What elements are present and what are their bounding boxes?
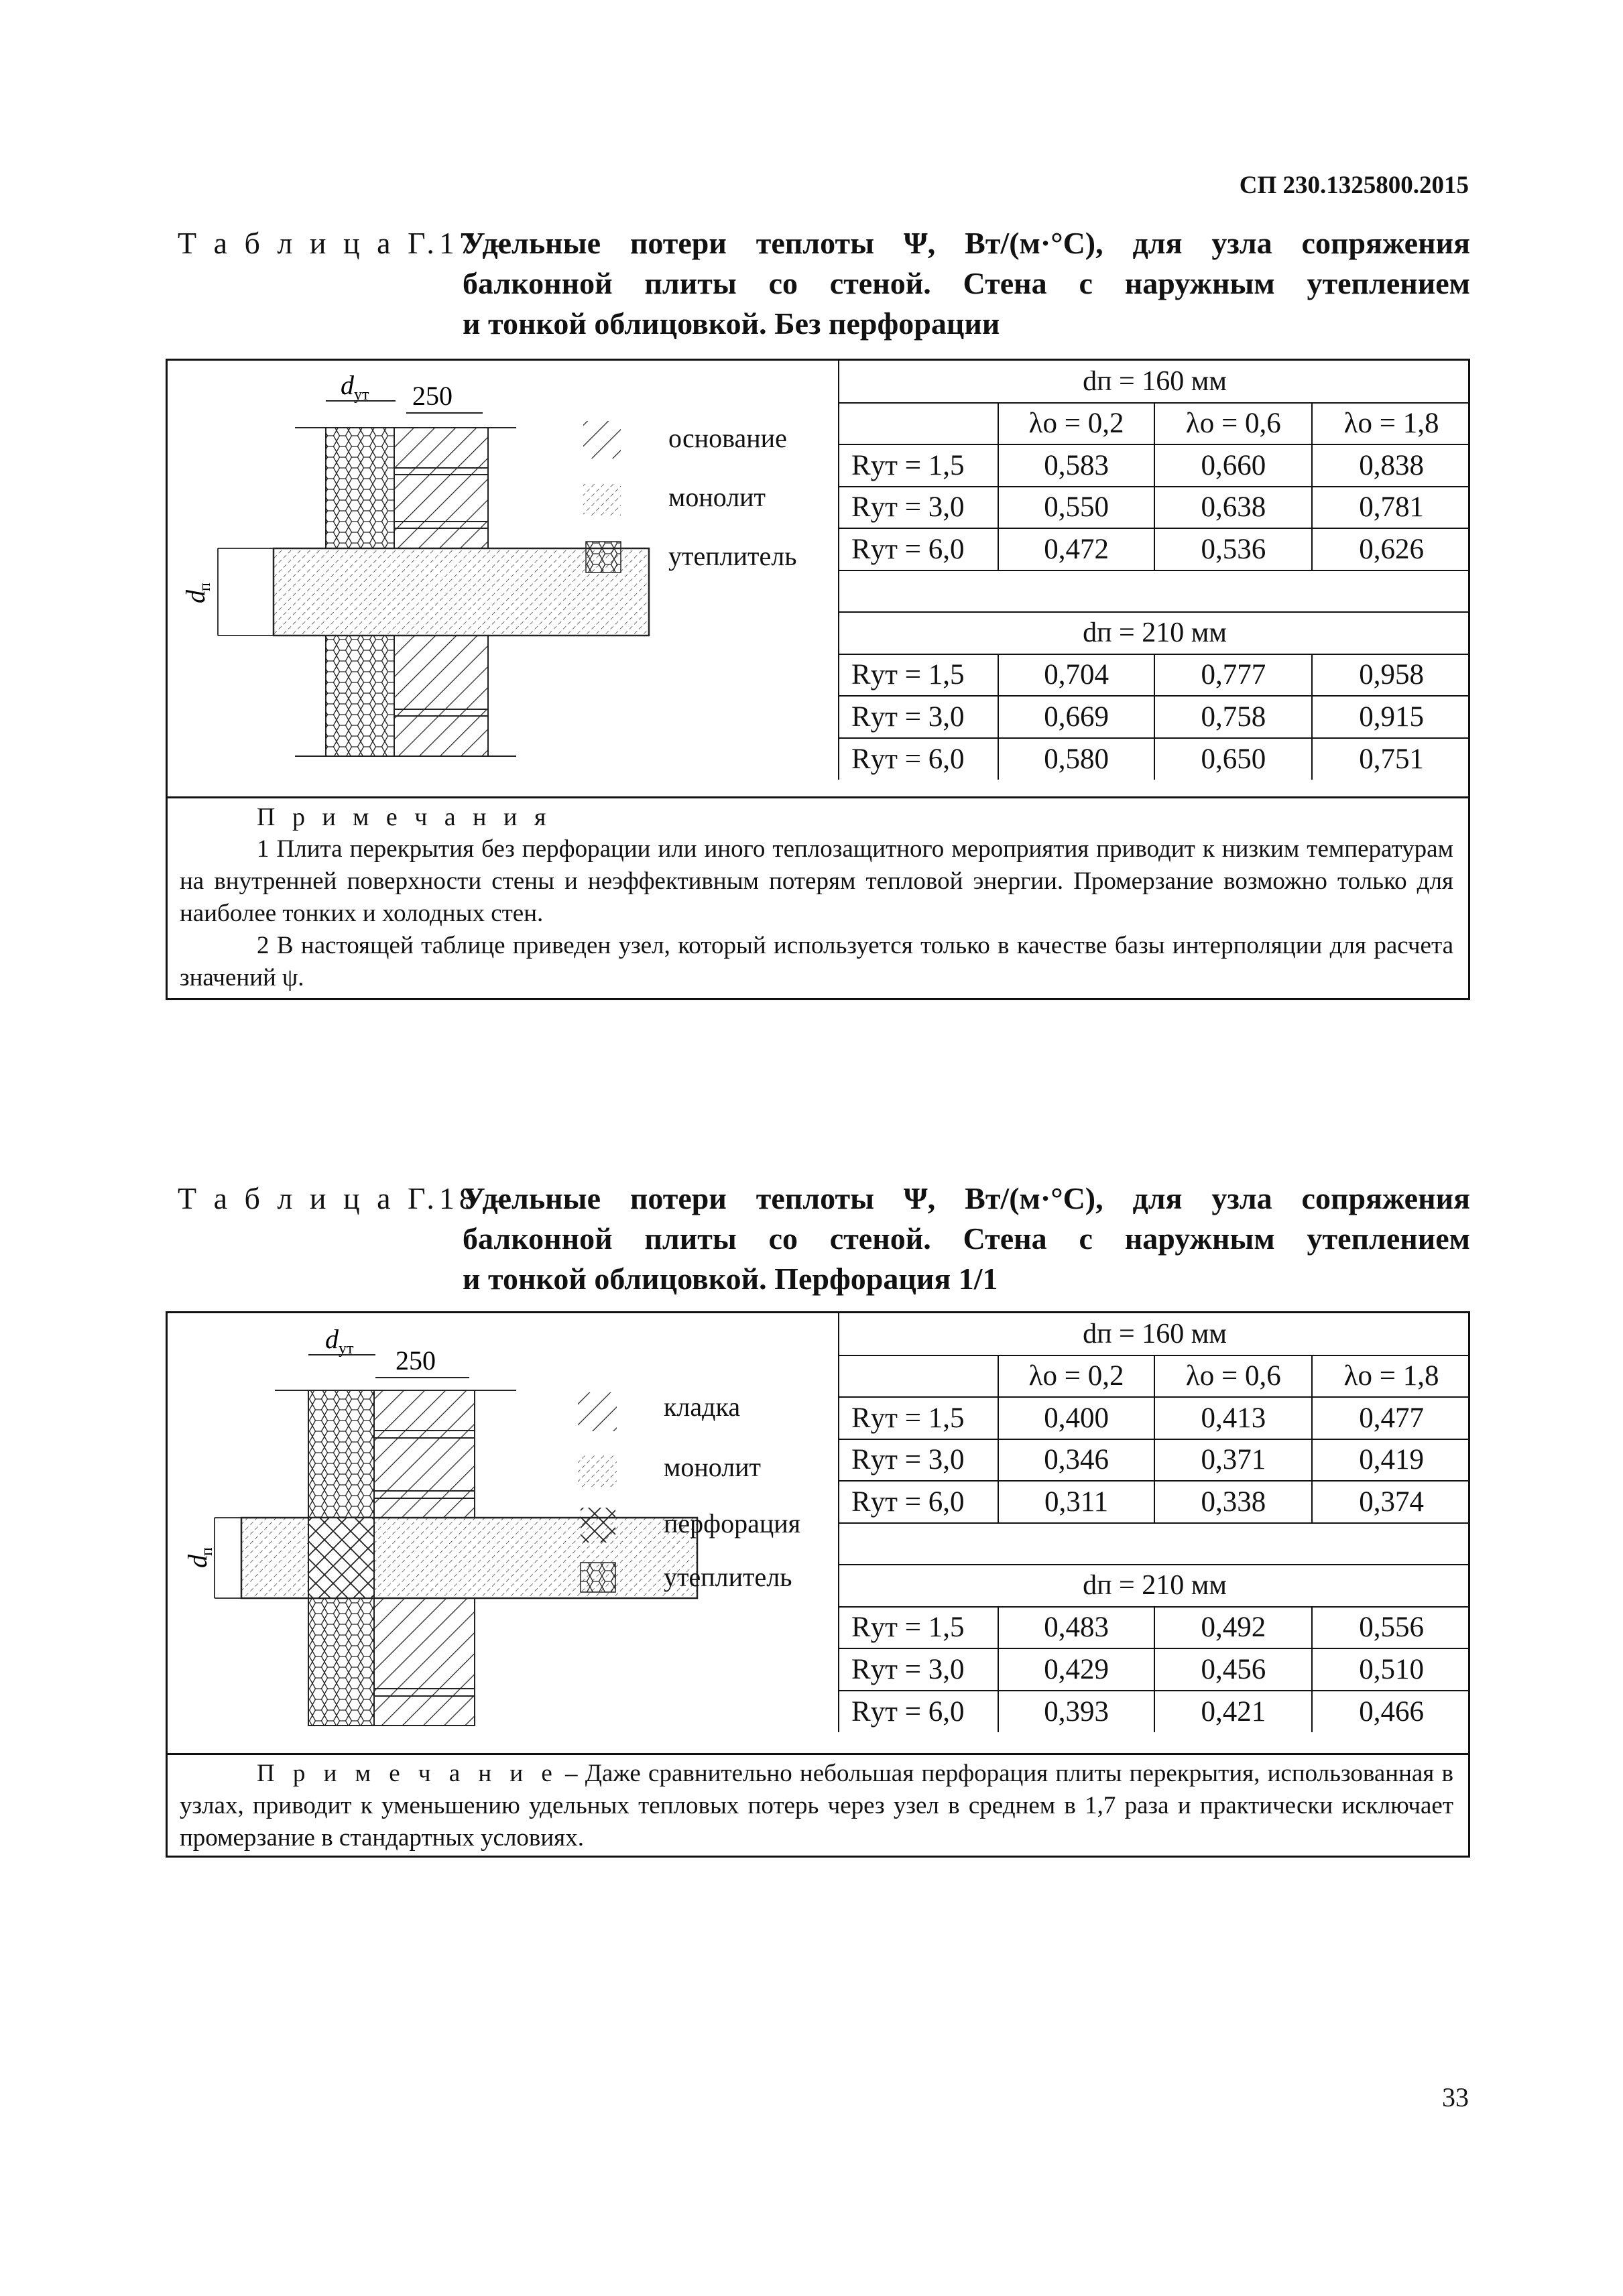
col-header: λо = 1,8 — [1312, 1355, 1470, 1398]
row-label: Rут = 6,0 — [839, 738, 998, 780]
legend-swatch-monolith — [578, 1454, 617, 1488]
legend-swatch-insulation — [581, 1563, 615, 1592]
table-cell: 0,338 — [1154, 1481, 1312, 1523]
legend-swatch-insulation — [586, 542, 621, 572]
insulation-upper — [308, 1390, 374, 1518]
dim-dp-subscript: п — [196, 583, 214, 591]
table-cell: 0,492 — [1154, 1607, 1312, 1649]
table-row — [839, 570, 1470, 613]
row-label: Rут = 3,0 — [839, 1648, 998, 1691]
col-header: λо = 0,2 — [998, 1355, 1155, 1398]
table-row — [839, 1439, 1470, 1482]
table-row — [839, 403, 1470, 445]
empty-corner-cell — [839, 1355, 998, 1398]
empty-corner-cell — [839, 403, 998, 445]
document-code: СП 230.1325800.2015 — [1239, 172, 1469, 199]
table-cell: 0,421 — [1154, 1691, 1312, 1733]
table-row — [839, 1523, 1470, 1565]
row-label: Rут = 1,5 — [839, 654, 998, 697]
row-label: Rут = 6,0 — [839, 528, 998, 570]
table-cell: 0,510 — [1312, 1648, 1470, 1691]
table-row — [839, 1691, 1470, 1733]
table17-data — [838, 361, 1470, 780]
table-cell: 0,660 — [1154, 444, 1312, 487]
table-cell: 0,419 — [1312, 1439, 1470, 1482]
table-cell: 0,626 — [1312, 528, 1470, 570]
table-cell: 0,536 — [1154, 528, 1312, 570]
table-row — [839, 1355, 1470, 1398]
table-cell: 0,429 — [998, 1648, 1155, 1691]
row-label: Rут = 3,0 — [839, 1439, 998, 1482]
group-header-160: dп = 160 мм — [839, 361, 1470, 403]
table18-title — [463, 1179, 1470, 1299]
table-row — [839, 696, 1470, 738]
table-cell: 0,374 — [1312, 1481, 1470, 1523]
table17-frame — [166, 359, 1470, 1000]
table-cell: 0,751 — [1312, 738, 1470, 780]
note-1: 1 Плита перекрытия без перфорации или иного теплозащитного мероприятия приводит к низким температурам на внутренней поверхности стены и неэффективным потерям тепловой энергии. Промерзание возможно только для наиболее тонких и холодных стен. — [180, 835, 1453, 927]
table-row — [839, 1565, 1470, 1607]
group-header-160: dп = 160 мм — [839, 1313, 1470, 1355]
table18-frame — [166, 1311, 1470, 1858]
row-label: Rут = 3,0 — [839, 696, 998, 738]
table-row — [839, 361, 1470, 403]
table18-title-line: Удельные потери теплоты Ψ, Вт/(м·°С), для узла сопряжения — [463, 1181, 1470, 1215]
table17-title-line: и тонкой облицовкой. Без перфорации — [463, 306, 1000, 341]
table-cell: 0,393 — [998, 1691, 1155, 1733]
table-cell: 0,781 — [1312, 487, 1470, 529]
insulation-lower — [326, 636, 394, 756]
table17-label: Т а б л и ц а Г.17 – — [178, 226, 512, 260]
table18-data — [838, 1313, 1470, 1732]
col-header: λо = 0,2 — [998, 403, 1155, 445]
legend-label-monolith: монолит — [664, 1452, 762, 1482]
table-cell: 0,915 — [1312, 696, 1470, 738]
legend-swatch-perforation — [581, 1508, 615, 1543]
legend-swatch-base — [583, 421, 621, 459]
table-cell: 0,556 — [1312, 1607, 1470, 1649]
group-header-210: dп = 210 мм — [839, 612, 1470, 654]
base-wall-upper — [394, 428, 488, 548]
spacer-row — [839, 570, 1470, 613]
table-cell: 0,650 — [1154, 738, 1312, 780]
spacer-row — [839, 1523, 1470, 1565]
legend-label-perforation: перфорация — [664, 1508, 801, 1538]
table-row — [839, 654, 1470, 697]
table17-title-line: Удельные потери теплоты Ψ, Вт/(м·°С), для узла сопряжения — [463, 226, 1470, 260]
row-label: Rут = 3,0 — [839, 487, 998, 529]
table17-caption — [178, 223, 1470, 351]
table-cell: 0,777 — [1154, 654, 1312, 697]
table-row — [839, 738, 1470, 780]
table-cell: 0,583 — [998, 444, 1155, 487]
table18-title-line: и тонкой облицовкой. Перфорация 1/1 — [463, 1262, 998, 1296]
note-text: – Даже сравнительно небольшая перфорация плиты перекрытия, использованная в узлах, приводит к уменьшению удельных тепловых потерь через узел в среднем в 1,7 раза и практически исключает промерзание в стандартных условиях. — [180, 1760, 1454, 1852]
legend-swatch-masonry — [578, 1392, 617, 1431]
base-wall-lower — [394, 636, 488, 756]
table-row — [839, 528, 1470, 570]
legend-swatch-monolith — [583, 483, 621, 516]
table-cell: 0,472 — [998, 528, 1155, 570]
dim-dp-label: d — [182, 1555, 213, 1568]
table-cell: 0,477 — [1312, 1397, 1470, 1439]
table-cell: 0,346 — [998, 1439, 1155, 1482]
table-cell: 0,413 — [1154, 1397, 1312, 1439]
dim-top-label: 250 — [412, 381, 453, 411]
table-cell: 0,466 — [1312, 1691, 1470, 1733]
row-label: Rут = 6,0 — [839, 1691, 998, 1733]
table-cell: 0,958 — [1312, 654, 1470, 697]
table-row — [839, 612, 1470, 654]
group-header-210: dп = 210 мм — [839, 1565, 1470, 1607]
col-header: λо = 0,6 — [1154, 1355, 1312, 1398]
row-label: Rут = 1,5 — [839, 444, 998, 487]
table-cell: 0,638 — [1154, 487, 1312, 529]
table18-title-line: балконной плиты со стеной. Стена с наружным утеплением — [463, 1221, 1470, 1256]
table-cell: 0,758 — [1154, 696, 1312, 738]
masonry-lower — [374, 1598, 475, 1726]
dim-d-ut-subscript: ут — [339, 1340, 354, 1357]
table-cell: 0,704 — [998, 654, 1155, 697]
table17-title-line: балконной плиты со стеной. Стена с наружным утеплением — [463, 266, 1470, 300]
table-cell: 0,580 — [998, 738, 1155, 780]
dim-top-label: 250 — [396, 1345, 436, 1376]
table-row — [839, 444, 1470, 487]
row-label: Rут = 1,5 — [839, 1607, 998, 1649]
legend-label-insulation: утеплитель — [664, 1562, 792, 1592]
table-row — [839, 1481, 1470, 1523]
note — [180, 1758, 1453, 1854]
insulation-lower — [308, 1598, 374, 1726]
table-cell: 0,456 — [1154, 1648, 1312, 1691]
dim-dp-label: d — [180, 590, 211, 603]
note-2: 2 В настоящей таблице приведен узел, который используется только в качестве базы интерполяции для расчета значений ψ. — [180, 932, 1453, 991]
legend-label-masonry: кладка — [664, 1392, 741, 1422]
table-cell: 0,311 — [998, 1481, 1155, 1523]
legend-label-base: основание — [668, 423, 787, 453]
legend-label-monolith: монолит — [668, 482, 766, 512]
perforation-zone — [308, 1518, 374, 1598]
table18-label: Т а б л и ц а Г.18 – — [178, 1181, 512, 1215]
table18-caption — [178, 1179, 1470, 1306]
page-number: 33 — [1442, 2082, 1469, 2112]
table-cell: 0,400 — [998, 1397, 1155, 1439]
note-label: П р и м е ч а н и е — [257, 1760, 558, 1787]
table-row — [839, 1313, 1470, 1355]
dim-d-ut-label: d — [341, 370, 354, 400]
table17-title — [463, 223, 1470, 344]
col-header: λо = 0,6 — [1154, 403, 1312, 445]
legend-label-insulation: утеплитель — [668, 541, 797, 571]
col-header: λо = 1,8 — [1312, 403, 1470, 445]
row-label: Rут = 6,0 — [839, 1481, 998, 1523]
table-cell: 0,838 — [1312, 444, 1470, 487]
notes-heading: П р и м е ч а н и я — [257, 803, 552, 831]
table-cell: 0,550 — [998, 487, 1155, 529]
dim-d-ut-label: d — [325, 1324, 339, 1354]
insulation-upper — [326, 428, 394, 548]
table-cell: 0,371 — [1154, 1439, 1312, 1482]
table-cell: 0,483 — [998, 1607, 1155, 1649]
table-row — [839, 487, 1470, 529]
table-cell: 0,669 — [998, 696, 1155, 738]
table-row — [839, 1607, 1470, 1649]
table18-notes — [168, 1753, 1468, 1854]
dim-d-ut-subscript: ут — [354, 386, 369, 404]
table-row — [839, 1648, 1470, 1691]
table17-notes — [168, 796, 1468, 994]
row-label: Rут = 1,5 — [839, 1397, 998, 1439]
dim-dp-subscript: п — [198, 1547, 216, 1556]
table-row — [839, 1397, 1470, 1439]
